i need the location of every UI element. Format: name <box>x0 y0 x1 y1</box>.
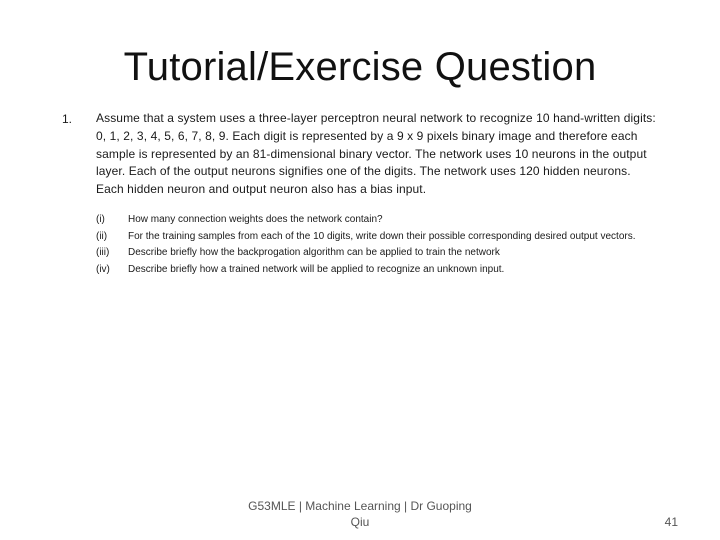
sub-question-item <box>96 246 661 260</box>
sub-question-text: Describe briefly how a trained network will be applied to recognize an unknown input. <box>128 263 505 275</box>
footer-course: G53MLE | Machine Learning | Dr Guoping Qiu <box>248 499 472 529</box>
sub-question-label: (iii) <box>96 247 110 258</box>
sub-question-label: (ii) <box>96 230 108 242</box>
sub-question-text: How many connection weights does the network contain? <box>128 214 383 225</box>
sub-question-item <box>96 263 661 277</box>
sub-question-item <box>96 213 661 227</box>
sub-question-text: Describe briefly how the backprogation algorithm can be applied to train the network <box>128 247 500 258</box>
sub-question-label: (i) <box>96 214 105 225</box>
question-number: 1. <box>62 112 73 126</box>
sub-question-list <box>96 213 661 279</box>
slide-title: Tutorial/Exercise Question <box>123 45 597 89</box>
page-number: 41 <box>664 515 678 529</box>
question-text: Assume that a system uses a three-layer perceptron neural network to recognize 10 hand-written digits: 0, 1, 2, 3, 4, 5, 6, 7, 8, 9. Each digit is represented by a 9 x 9 pixels binary image and therefore each sample is represented by an 81-dimensional binary vector. The network uses 10 neurons in the output layer. Each of the output neurons signifies one of the digits. The network uses 120 hidden neurons. Each hidden neuron and output neuron also has a bias input. <box>96 111 656 197</box>
sub-question-text: For the training samples from each of the 10 digits, write down their possible corresponding desired output vectors. <box>128 230 636 242</box>
sub-question-item <box>96 230 661 244</box>
sub-question-label: (iv) <box>96 263 110 275</box>
